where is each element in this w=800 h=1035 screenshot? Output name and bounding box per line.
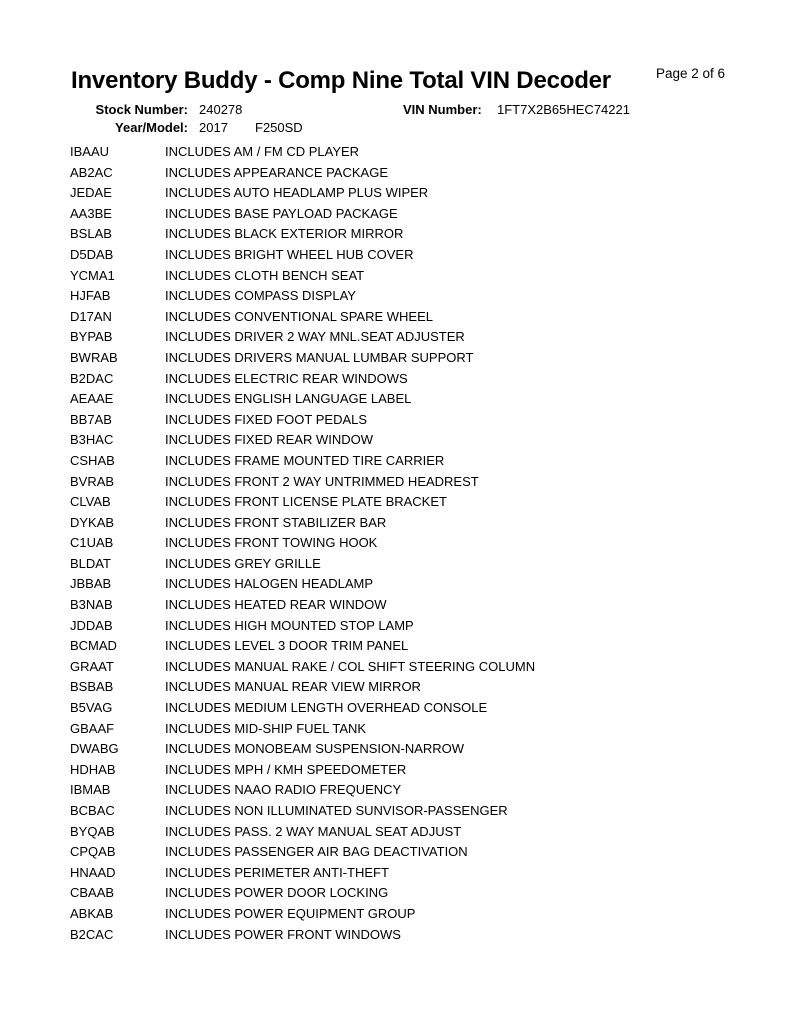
option-code: HJFAB (70, 288, 111, 304)
option-description: INCLUDES LEVEL 3 DOOR TRIM PANEL (165, 638, 409, 654)
option-code: DYKAB (70, 514, 115, 530)
vin-number-value: 1FT7X2B65HEC74221 (497, 102, 630, 117)
option-code: AEAAE (70, 391, 114, 407)
option-description: INCLUDES MEDIUM LENGTH OVERHEAD CONSOLE (165, 700, 488, 716)
option-code: YCMA1 (70, 267, 115, 283)
option-row (70, 163, 770, 184)
option-row (70, 657, 770, 678)
option-description: INCLUDES CLOTH BENCH SEAT (165, 267, 365, 283)
option-row (70, 472, 770, 493)
option-description: INCLUDES AUTO HEADLAMP PLUS WIPER (165, 185, 429, 201)
option-description: INCLUDES FRONT TOWING HOOK (165, 535, 378, 551)
option-row (70, 574, 770, 595)
option-code: C1UAB (70, 535, 114, 551)
option-row (70, 224, 770, 245)
year-value: 2017 (199, 119, 228, 135)
option-row (70, 616, 770, 637)
option-row (70, 410, 770, 431)
option-row (70, 883, 770, 904)
option-row (70, 183, 770, 204)
option-row (70, 266, 770, 287)
option-row (70, 245, 770, 266)
option-row (70, 863, 770, 884)
option-code: B2CAC (70, 926, 114, 942)
option-row (70, 842, 770, 863)
option-description: INCLUDES HALOGEN HEADLAMP (165, 576, 374, 592)
option-row (70, 677, 770, 698)
option-description: INCLUDES DRIVER 2 WAY MNL.SEAT ADJUSTER (165, 329, 465, 345)
option-code: BYPAB (70, 329, 113, 345)
option-row (70, 204, 770, 225)
option-row (70, 348, 770, 369)
option-code: B2DAC (70, 370, 114, 386)
option-row (70, 513, 770, 534)
option-row (70, 533, 770, 554)
option-row (70, 801, 770, 822)
option-code: CSHAB (70, 452, 115, 468)
option-code: BVRAB (70, 473, 115, 489)
option-description: INCLUDES MANUAL REAR VIEW MIRROR (165, 679, 421, 695)
option-description: INCLUDES POWER EQUIPMENT GROUP (165, 905, 416, 921)
option-code: B5VAG (70, 700, 113, 716)
option-row (70, 430, 770, 451)
option-row (70, 286, 770, 307)
option-code: ABKAB (70, 905, 114, 921)
option-description: INCLUDES COMPASS DISPLAY (165, 288, 356, 304)
option-code: AA3BE (70, 205, 112, 221)
option-description: INCLUDES HIGH MOUNTED STOP LAMP (165, 617, 414, 633)
option-code: JDDAB (70, 617, 113, 633)
option-row (70, 389, 770, 410)
option-code: BSLAB (70, 226, 112, 242)
option-code: DWABG (70, 741, 119, 757)
option-code: BCMAD (70, 638, 117, 654)
option-code: IBMAB (70, 782, 111, 798)
option-code: CPQAB (70, 844, 116, 860)
option-code: BSBAB (70, 679, 114, 695)
option-description: INCLUDES MANUAL RAKE / COL SHIFT STEERING COLUMN (165, 658, 536, 674)
option-description: INCLUDES FIXED FOOT PEDALS (165, 411, 368, 427)
year-model-label: Year/Model: (115, 119, 188, 135)
option-code: CBAAB (70, 885, 115, 901)
option-code: GRAAT (70, 658, 114, 674)
option-code: B3NAB (70, 597, 113, 613)
option-description: INCLUDES POWER FRONT WINDOWS (165, 926, 401, 942)
option-code: HNAAD (70, 864, 116, 880)
option-description: INCLUDES MID-SHIP FUEL TANK (165, 720, 367, 736)
option-description: INCLUDES PASSENGER AIR BAG DEACTIVATION (165, 844, 468, 860)
option-code: IBAAU (70, 144, 110, 159)
option-row (70, 451, 770, 472)
option-code: D5DAB (70, 246, 114, 262)
option-code: BYQAB (70, 823, 115, 839)
option-code: CLVAB (70, 494, 111, 510)
options-list (70, 142, 770, 945)
option-description: INCLUDES HEATED REAR WINDOW (165, 597, 387, 613)
option-row (70, 760, 770, 781)
option-description: INCLUDES DRIVERS MANUAL LUMBAR SUPPORT (165, 349, 474, 365)
option-row (70, 142, 770, 163)
option-code: JEDAE (70, 185, 112, 201)
option-description: INCLUDES BASE PAYLOAD PACKAGE (165, 205, 398, 221)
option-description: INCLUDES AM / FM CD PLAYER (165, 144, 360, 159)
option-description: INCLUDES FRONT STABILIZER BAR (165, 514, 387, 530)
option-code: HDHAB (70, 761, 116, 777)
option-row (70, 327, 770, 348)
option-description: INCLUDES BLACK EXTERIOR MIRROR (165, 226, 404, 242)
option-description: INCLUDES ENGLISH LANGUAGE LABEL (165, 391, 412, 407)
option-description: INCLUDES ELECTRIC REAR WINDOWS (165, 370, 408, 386)
option-description: INCLUDES PASS. 2 WAY MANUAL SEAT ADJUST (165, 823, 462, 839)
option-description: INCLUDES MPH / KMH SPEEDOMETER (165, 761, 407, 777)
option-code: B3HAC (70, 432, 114, 448)
option-description: INCLUDES FRONT LICENSE PLATE BRACKET (165, 494, 447, 510)
option-row (70, 554, 770, 575)
option-code: D17AN (70, 308, 112, 324)
page-title: Inventory Buddy - Comp Nine Total VIN Decoder (71, 67, 611, 94)
option-row (70, 595, 770, 616)
option-row (70, 925, 770, 946)
model-value: F250SD (255, 119, 303, 135)
option-code: BLDAT (70, 555, 111, 571)
option-description: INCLUDES PERIMETER ANTI-THEFT (165, 864, 389, 880)
option-description: INCLUDES FIXED REAR WINDOW (165, 432, 374, 448)
option-row (70, 698, 770, 719)
option-code: GBAAF (70, 720, 115, 736)
option-row (70, 739, 770, 760)
vin-number-label: VIN Number: (403, 102, 482, 117)
option-row (70, 492, 770, 513)
option-code: BB7AB (70, 411, 112, 427)
option-code: BWRAB (70, 349, 118, 365)
option-description: INCLUDES FRONT 2 WAY UNTRIMMED HEADREST (165, 473, 479, 489)
option-description: INCLUDES GREY GRILLE (165, 555, 321, 571)
option-row (70, 719, 770, 740)
option-description: INCLUDES CONVENTIONAL SPARE WHEEL (165, 308, 433, 324)
page-number: Page 2 of 6 (656, 66, 726, 81)
option-row (70, 822, 770, 843)
option-row (70, 904, 770, 925)
stock-number-value: 240278 (199, 102, 243, 117)
stock-number-label: Stock Number: (95, 102, 188, 117)
option-code: AB2AC (70, 164, 113, 180)
option-description: INCLUDES BRIGHT WHEEL HUB COVER (165, 246, 414, 262)
option-description: INCLUDES APPEARANCE PACKAGE (165, 164, 388, 180)
option-row (70, 780, 770, 801)
option-description: INCLUDES NAAO RADIO FREQUENCY (165, 782, 402, 798)
option-description: INCLUDES MONOBEAM SUSPENSION-NARROW (165, 741, 465, 757)
option-code: BCBAC (70, 803, 115, 818)
option-row (70, 636, 770, 657)
option-description: INCLUDES POWER DOOR LOCKING (165, 885, 389, 901)
option-code: JBBAB (70, 576, 112, 592)
option-description: INCLUDES NON ILLUMINATED SUNVISOR-PASSENGER (165, 803, 508, 818)
option-row (70, 369, 770, 390)
option-description: INCLUDES FRAME MOUNTED TIRE CARRIER (165, 452, 445, 468)
option-row (70, 307, 770, 328)
